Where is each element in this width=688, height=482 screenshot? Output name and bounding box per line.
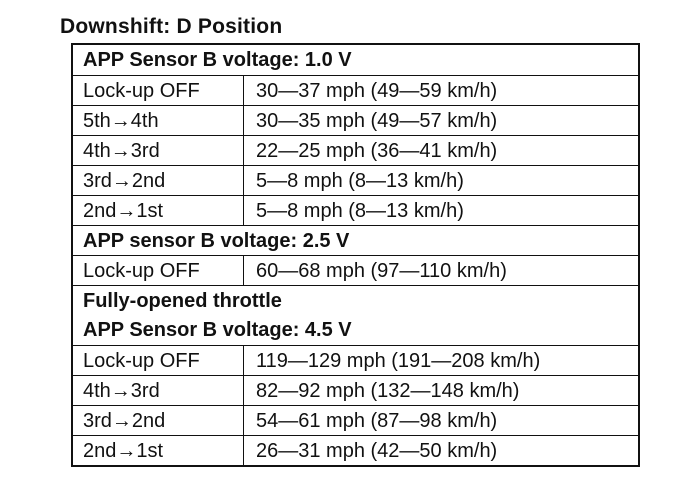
downshift-table bbox=[71, 43, 640, 467]
speed-value: 5—8 mph (8—13 km/h) bbox=[256, 199, 464, 222]
speed-value: 119—129 mph (191—208 km/h) bbox=[256, 349, 541, 372]
speed-value: 60—68 mph (97—110 km/h) bbox=[256, 259, 507, 282]
section-header-row bbox=[73, 45, 638, 75]
section-header: Fully-opened throttle bbox=[83, 289, 282, 312]
shift-label: Lock-up OFF bbox=[73, 346, 244, 375]
table-row bbox=[73, 405, 638, 435]
speed-value: 22—25 mph (36—41 km/h) bbox=[256, 139, 498, 162]
shift-label: 2nd→1st bbox=[73, 196, 244, 225]
section-header-row bbox=[73, 225, 638, 255]
table-row bbox=[73, 345, 638, 375]
shift-label: 3rd→2nd bbox=[73, 166, 244, 195]
shift-label: 3rd→2nd bbox=[73, 406, 244, 435]
table-row bbox=[73, 105, 638, 135]
speed-value: 26—31 mph (42—50 km/h) bbox=[256, 439, 498, 462]
table-row bbox=[73, 195, 638, 225]
table-row bbox=[73, 375, 638, 405]
speed-value: 5—8 mph (8—13 km/h) bbox=[256, 169, 464, 192]
shift-label: 2nd→1st bbox=[73, 436, 244, 465]
table-row bbox=[73, 255, 638, 285]
table-row bbox=[73, 135, 638, 165]
section-header: APP Sensor B voltage: 1.0 V bbox=[83, 49, 352, 71]
page-title: Downshift: D Position bbox=[60, 15, 283, 38]
table-row bbox=[73, 435, 638, 465]
shift-label: 4th→3rd bbox=[73, 376, 244, 405]
table-row bbox=[73, 75, 638, 105]
speed-value: 82—92 mph (132—148 km/h) bbox=[256, 379, 520, 402]
section-header-row bbox=[73, 285, 638, 315]
shift-label: Lock-up OFF bbox=[73, 256, 244, 285]
section-header: APP Sensor B voltage: 4.5 V bbox=[83, 319, 352, 341]
speed-value: 54—61 mph (87—98 km/h) bbox=[256, 409, 498, 432]
table-row bbox=[73, 165, 638, 195]
section-header: APP sensor B voltage: 2.5 V bbox=[83, 229, 350, 252]
shift-label: 4th→3rd bbox=[73, 136, 244, 165]
speed-value: 30—35 mph (49—57 km/h) bbox=[256, 109, 498, 132]
shift-label: Lock-up OFF bbox=[73, 76, 244, 105]
speed-value: 30—37 mph (49—59 km/h) bbox=[256, 79, 498, 102]
shift-label: 5th→4th bbox=[73, 106, 244, 135]
section-header-row bbox=[73, 315, 638, 345]
